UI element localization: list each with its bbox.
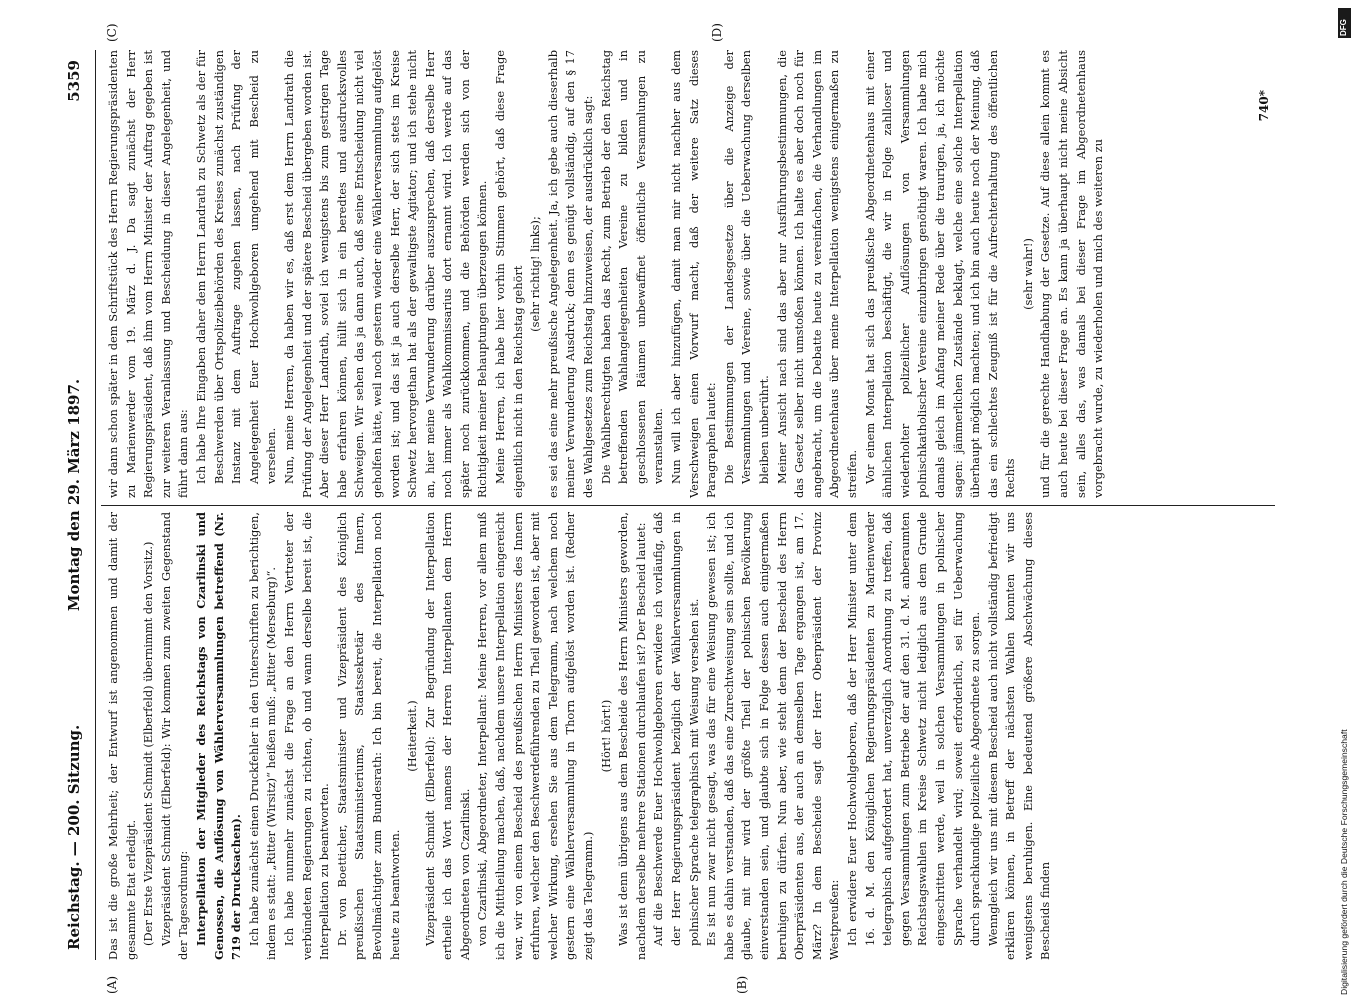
margin-marker-c: (C) bbox=[105, 23, 119, 42]
left-column-paragraph: Was ist denn übrigens aus dem Bescheide des Herrn Ministers geworden, nachdem derselbe mehrere Stationen durchlaufen ist? Der Bescheid lautet: bbox=[616, 512, 648, 960]
margin-marker-b: (B) bbox=[735, 975, 749, 994]
right-column bbox=[105, 50, 1275, 498]
right-column-paragraph: Nun, meine Herren, da haben wir es, daß erst dem Herrn Landrath die Prüfung der Angelegenheit und der spätere Bescheid übergeben worden ist. Aber dieser Herr Landrath, soviel ich wenigstens bis zum gestrigen Tage habe erfahren können, hüllt sich in ein beredtes und ausdrucksvolles Schweigen. Wir sehen das ja dann auch, daß seine Entscheidung nicht viel geholfen hätte, weil noch gestern wieder eine Wählerversammlung aufgelöst worden ist; und das ist ja auch derselbe Herr, der sich stets im Kreise Schwetz hervorgethan hat als der gewaltigste Agitator; und ich stehe nicht an, hier meine Verwunderung darüber auszusprechen, daß derselbe Herr noch immer als Wahlkommissarius dort ernannt wird. Ich werde auf das später noch zurückkommen, und die Behörden werden sich von der Richtigkeit meiner Behauptungen überzeugen können. bbox=[281, 50, 490, 498]
running-header bbox=[55, 50, 95, 960]
left-column-paragraph: Interpellation der Mitglieder des Reichstags von Czarlinski und Genossen, die Auflösung von Wählerversammlungen betreffend (Nr. 719 der Drucksachen). bbox=[193, 512, 244, 960]
right-column-paragraph: Die Wahlberechtigten haben das Recht, zum Betrieb der den Reichstag betreffenden Wahlangelegenheiten Vereine zu bilden und in geschlossenen Räumen unbewaffnet öffentliche Versammlungen zu veranstalten. bbox=[598, 50, 666, 484]
left-column-paragraph: von Czarlinski, Abgeordneter, Interpellant: Meine Herren, vor allem muß ich die Mittheilung machen, daß, nachdem unsere Interpellation eingereicht war, wir von einem Bescheid des preußischen Herrn Ministers des Innern erfuhren, welcher den Beschwerdeführenden zu Theil geworden ist, aber mit welcher Wirkung, ersehen Sie aus dem Telegramm, nach welchem noch gestern eine Wählerversammlung in Thorn aufgelöst worden ist. (Redner zeigt das Telegramm.) bbox=[475, 512, 596, 960]
right-column-paragraph: und für die gerechte Handhabung der Gesetze. Auf diese allein kommt es auch heute bei dieser Frage an. Es kann ja überhaupt nicht meine Absicht sein, alles das, was damals bei dieser Frage im Abgeordnetenhaus vorgebracht wurde, zu wiederholen und mich des weiteren zu bbox=[1038, 50, 1106, 498]
left-column-paragraph: Wenngleich wir uns mit diesem Bescheid auch nicht vollständig befriedigt erklären können, in Betreff der nächsten Wahlen konnten wir uns wenigstens beruhigen. Eine bedeutend größere Abschwächung dieses Bescheids finden bbox=[985, 512, 1053, 960]
left-column-paragraph: Vizepräsident Schmidt (Elberfeld): Zur Begründung der Interpellation ertheile ich das Wort namens der Herren Interpellanten dem Herrn Abgeordneten von Czarlinski. bbox=[422, 512, 472, 960]
credit-text: Digitalisierung gefördert durch die Deutsche Forschungsgemeinschaft bbox=[1339, 729, 1349, 995]
right-column-paragraph: Ich habe Ihre Eingaben daher dem Herrn Landrath zu Schwetz als der für Beschwerden über Ortspolizeibehörden des Kreises zunächst zuständigen Instanz mit dem Auftrage zugehen lassen, nach Prüfung der Angelegenheit Euer Hochwohlgeboren umgehend mit Bescheid zu versehen. bbox=[193, 50, 279, 484]
margin-marker-d: (D) bbox=[710, 23, 724, 42]
left-column-paragraph: Dr. von Boetticher, Staatsminister und Vizepräsident des Königlich preußischen Staatsministeriums, Staatssekretär des Innern, Bevollmächtigter zum Bundesrath: Ich bin bereit, die Interpellation noch heute zu beantworten. bbox=[334, 512, 402, 960]
sheet-signature: 740* bbox=[1257, 90, 1271, 122]
right-column-paragraph: Die Bestimmungen der Landesgesetze über die Anzeige der Versammlungen und Vereine, sowie über die Ueberwachung derselben bleiben unberührt. bbox=[721, 50, 771, 484]
right-column-paragraph: Vor einem Monat hat sich das preußische Abgeordnetenhaus mit einer ähnlichen Interpellation beschäftigt, die wir in Folge zahlloser und wiederholter polizeilicher Auflösungen von Versammlungen polnischkatholischer Vereine einzubringen genöthigt waren. Ich habe mich damals gleich im Anfang meiner Rede über die traurigen, ja, ich möchte sagen: jämmerlichen Zustände beklagt, welche eine solche Interpellation überhaupt möglich machten; und ich bin auch heute noch der Meinung, daß das ein schlechtes Zeugniß ist für die Aufrechterhaltung des öffentlichen Rechts bbox=[862, 50, 1018, 498]
header-rule bbox=[95, 50, 96, 960]
rotated-page bbox=[55, 23, 1275, 994]
left-column-paragraph: Das ist die große Mehrheit; der Entwurf ist angenommen und damit der gesammte Etat erledigt. bbox=[106, 512, 138, 960]
margin-marker-a: (A) bbox=[105, 975, 119, 994]
left-column-paragraph: Ich erwidere Euer Hochwohlgeboren, daß der Herr Minister unter dem 16. d. M. den Königlichen Regierungspräsidenten zu Marienwerder telegraphisch aufgefordert hat, unverzüglich Anordnung zu treffen, daß gegen Versammlungen zum Betriebe der auf den 31. d. M. anberaumten Reichstagswahlen im Kreise Schwetz nicht lediglich aus dem Grunde eingeschritten werde, weil in solchen Versammlungen in polnischer Sprache verhandelt wird; soweit erforderlich, sei für Ueberwachung durch sprachkundige polizeiliche Abgeordnete zu sorgen. bbox=[844, 512, 983, 946]
left-column-paragraph: Vizepräsident Schmidt (Elberfeld): Wir kommen zum zweiten Gegenstand der Tagesordnung: bbox=[158, 512, 191, 960]
left-column-paragraph: Ich habe nunmehr zunächst die Frage an den Herrn Vertreter der verbündeten Regierungen zu richten, ob und wann derselbe bereit ist, die Interpellation zu beantworten. bbox=[281, 512, 332, 960]
left-column-paragraph: (Hört! hört!) bbox=[598, 699, 613, 773]
right-column-paragraph: wir dann schon später in dem Schriftstück des Herrn Regierungspräsidenten zu Marienwerder vom 19. März d. J. Da sagt zunächst der Herr Regierungspräsident, daß ihm vom Herrn Minister der Auftrag gegeben ist zur weiteren Veranlassung und Bescheidung in dieser Angelegenheit, und führt dann aus: bbox=[106, 50, 191, 498]
left-column-paragraph: Ich habe zunächst einen Druckfehler in den Unterschriften zu berichtigen, indem es statt: „Ritter (Wirsitz)“ heißen muß: „Ritter (Merseburg)“. bbox=[246, 512, 279, 960]
column-rule bbox=[101, 505, 1275, 506]
right-column-paragraph: Nun will ich aber hinzufügen, damit man mir nicht nachher aus dem Verschweigen einen Vorwurf macht, daß der weitere Satz dieses Paragraphen lautet: bbox=[669, 50, 719, 498]
left-column bbox=[105, 512, 1275, 960]
right-column-paragraph: (sehr wahr!) bbox=[1020, 238, 1035, 310]
left-column-paragraph: Es ist nun zwar nicht gesagt, was das für eine Weisung gewesen ist; ich habe es dahin verstanden, daß das eine Zurechtweisung sein sollte, und ich glaube, mit mir wird der größte Theil der polnischen Bevölkerung einverstanden sein, und glaubte sich in Folge dessen auch einigermaßen beruhigen zu dürfen. Nun aber, wie steht denn der Bescheid des Herrn Oberpräsidenten aus, der auch an demselben Tage ergangen ist, am 17. März? In dem Bescheide sagt der Herr Oberpräsident der Provinz Westpreußen: bbox=[704, 512, 842, 960]
dfg-logo-text: DFG bbox=[1339, 19, 1348, 36]
header-left: Reichstag. — 200. Sitzung. bbox=[65, 724, 83, 950]
left-column-paragraph: Auf die Beschwerde Euer Hochwohlgeboren erwidere ich vorläufig, daß der Herr Regierungspräsident bezüglich der Wählerversammlungen in polnischer Sprache telegraphisch mit Weisung versehen ist. bbox=[651, 512, 701, 946]
right-column-paragraph: Meiner Ansicht nach sind das aber nur Ausführungsbestimmungen, die das Gesetz selber nicht umstoßen können. Ich halte es aber doch noch für angebracht, um die Debatte heute zu vereinfachen, die Verhandlungen im Abgeordnetenhaus über meine Interpellation wenigstens einigermaßen zu streifen. bbox=[774, 50, 859, 498]
header-date: Montag den 29. März 1897. bbox=[65, 378, 83, 612]
left-column-paragraph: (Der Erste Vizepräsident Schmidt (Elberfeld) übernimmt den Vorsitz.) bbox=[141, 541, 156, 946]
right-column-paragraph: (sehr richtig! links); bbox=[528, 216, 543, 332]
page-number: 5359 bbox=[65, 60, 83, 102]
right-column-paragraph: es sei das eine mehr preußische Angelegenheit. Ja, ich gebe auch dieserhalb meiner Verwunderung Ausdruck; denn es genügt vollständig, auf den § 17 des Wahlgesetzes zum Reichstag hinzuweisen, der ausdrücklich sagt: bbox=[545, 50, 596, 498]
right-column-paragraph: Meine Herren, ich habe hier vorhin Stimmen gehört, daß diese Frage eigentlich nicht in den Reichstag gehört bbox=[493, 50, 525, 498]
left-column-paragraph: (Heiterkeit.) bbox=[405, 700, 420, 772]
